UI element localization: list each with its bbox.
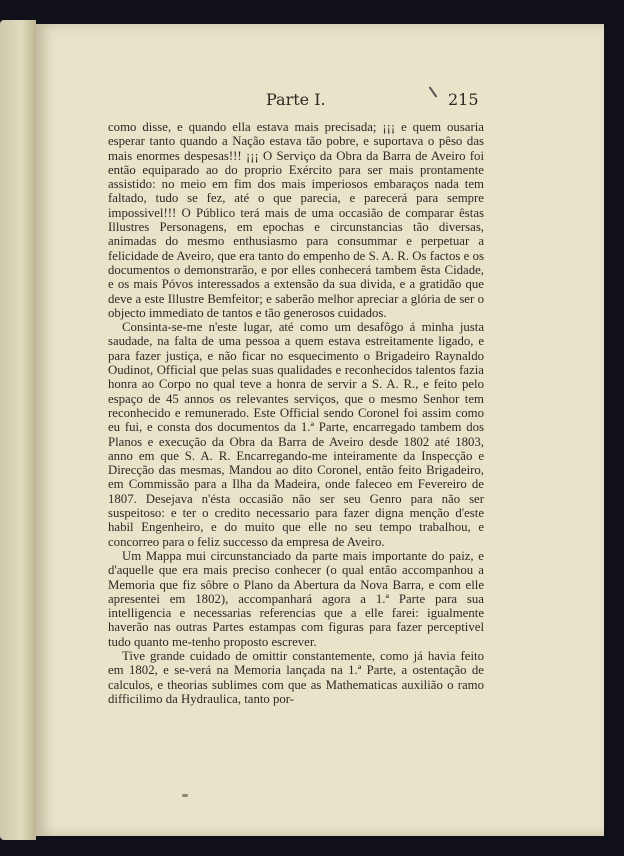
running-title: Parte I. — [266, 90, 326, 109]
page-body — [108, 120, 484, 706]
previous-page-edge — [0, 20, 36, 840]
paragraph: Um Mappa mui circunstanciado da parte mais importante do paiz, e d'aquelle que era mais preciso conhecer (o qual então accompanhou a Memoria que fiz sôbre o Plano da Abertura da Nova Barra, e com elle apresentei em 1802), accompanhará agora a 1.ª Parte para sua intelligencia e necessarias referencias que a elle farei: igualmente haverão nas outras Partes estampas com figuras para fazer perceptivel tudo quanto me-tenho proposto escrever. — [108, 548, 484, 649]
paragraph: Consinta-se-me n'este lugar, até como um desafôgo á minha justa saudade, na falta de uma pessoa a quem estava estreitamente ligado, e para fazer justiça, e não ficar no esquecimento o Brigadeiro Raynaldo Oudinot, Official que pelas suas qualidades e reconhecidos talentos fazia honra ao Corpo no qual teve a honra de servir a S. A. R., e feito pelo espaço de 45 annos os relevantes serviços, que o mesmo Senhor tem reconhecido e remunerado. Este Official sendo Coronel foi assim como eu fui, e consta dos documentos da 1.ª Parte, encarregado tambem dos Planos e execução da Obra da Barra de Aveiro desde 1802 até 1803, anno em que S. A. R. Encarregando-me inteiramente da Inspecção e Direcção das mesmas, Mandou ao dito Coronel, então feito Brigadeiro, em Commissão para a Ilha da Madeira, onde faleceo em Fevereiro de 1807. Desejava n'ésta occasião não ser seu Genro para não ser suspeitoso: e ter o credito necessario para fazer digna menção d'este habil Engenheiro, e do muito que elle no seu tempo trabalhou, e concorreo para o feliz successo da empresa de Aveiro. — [108, 320, 484, 549]
paragraph: como disse, e quando ella estava mais precisada; ¡¡¡ e quem ousaria esperar tanto quando a Nação estava tão pobre, e suportava o pêso das mais enormes despesas!!! ¡¡¡ O Serviço da Obra da Barra de Aveiro foi então equiparado ao do proprio Exército para ser mais prontamente assistido: no meio em fim dos mais imperiosos embaraços nada tem faltado, tudo se fez, até o que parecia, e parecerá para sempre impossivel!!! O Público terá mais de uma occasião de comparar êstas Illustres Personagens, em epochas e circunstancias tão diversas, animadas do mesmo enthusiasmo para consummar e perpetuar a felicidade de Aveiro, que era tanto do empenho de S. A. R. Os factos e os documentos o demonstrarão, e por elles conhecerá tambem êsta Cidade, e os mais Póvos interessados a extensão da sua divida, e a gratidão que deve a este Illustre Bemfeitor; e saberão melhor apreciar a glória de ser o objecto immediato de tantos e tão generosos cuidados. — [108, 120, 484, 320]
ink-speck — [182, 794, 188, 797]
page-number: 215 — [448, 90, 479, 109]
book-page — [36, 24, 604, 836]
paragraph: Tive grande cuidado de omittir constantemente, como já havia feito em 1802, e se-verá na Memoria lançada na 1.ª Parte, a ostentação de calculos, e theorias sublimes com que as Mathematicas auxilião o ramo difficilimo da Hydraulica, tanto por- — [108, 648, 484, 706]
ink-mark — [429, 87, 438, 98]
